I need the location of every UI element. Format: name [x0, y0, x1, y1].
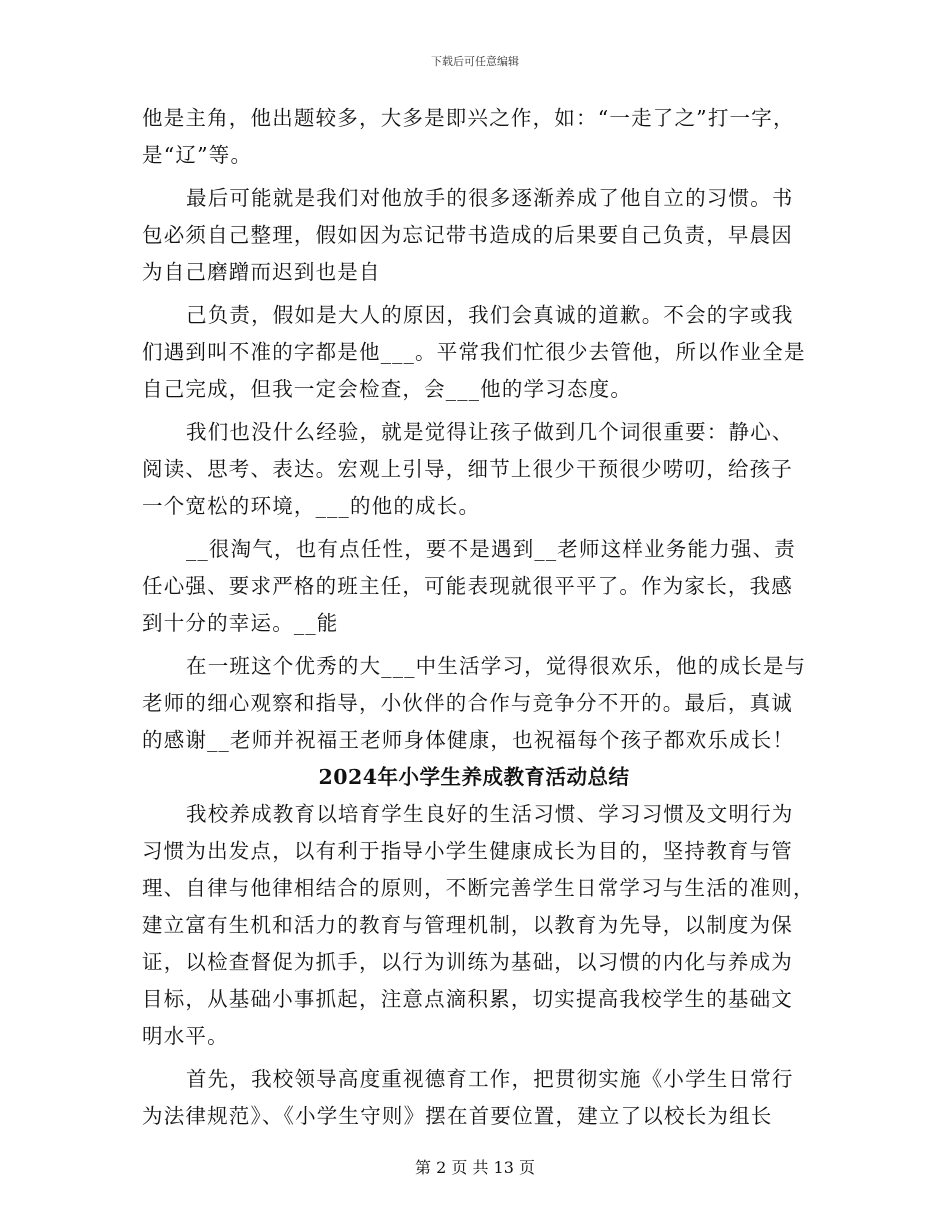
text-line: 是“辽”等。	[142, 143, 253, 167]
text-line: 证，以检查督促为抓手，以行为训练为基础，以习惯的内化与养成为	[142, 950, 793, 974]
text-line: 为法律规范》、《小学生守则》摆在首要位置，建立了以校长为组长	[142, 1104, 773, 1128]
text-line: 到十分的幸运。__能	[142, 611, 339, 635]
text-line: 们遇到叫不准的字都是他___。平常我们忙很少去管他，所以作业全是	[142, 340, 806, 364]
text-line: 包必须自己整理，假如因为忘记带书造成的后果要自己负责，早晨因	[142, 223, 793, 247]
text-line: 明水平。	[142, 1024, 229, 1048]
text-line: 我们也没什么经验，就是觉得让孩子做到几个词很重要：静心、	[186, 420, 794, 444]
text-line: 在一班这个优秀的大___中生活学习，觉得很欢乐，他的成长是与	[186, 654, 807, 678]
page-header: 下载后可任意编辑	[431, 55, 519, 68]
text-line: 他是主角，他出题较多，大多是即兴之作，如：“一走了之”打一字，	[142, 106, 795, 130]
page-footer: 第 2 页 共 13 页	[415, 1158, 535, 1177]
text-line: 习惯为出发点，以有利于指导小学生健康成长为目的，坚持教育与管	[142, 839, 793, 863]
text-line: 目标，从基础小事抓起，注意点滴积累，切实提高我校学生的基础文	[142, 987, 793, 1011]
text-line: 首先，我校领导高度重视德育工作，把贯彻实施《小学生日常行	[186, 1067, 794, 1091]
text-line: 我校养成教育以培育学生良好的生活习惯、学习习惯及文明行为	[186, 802, 794, 826]
text-line: 阅读、思考、表达。宏观上引导，细节上很少干预很少唠叨，给孩子	[142, 457, 793, 481]
text-line: 任心强、要求严格的班主任，可能表现就很平平了。作为家长，我感	[142, 574, 793, 598]
text-line: 老师的细心观察和指导，小伙伴的合作与竞争分不开的。最后，真诚	[142, 691, 793, 715]
document-body	[142, 100, 815, 1135]
text-line: 一个宽松的环境，___的他的成长。	[142, 494, 481, 518]
text-line: 建立富有生机和活力的教育与管理机制，以教育为先导，以制度为保	[142, 913, 793, 937]
section-title: 2024年小学生养成教育活动总结	[318, 765, 630, 789]
text-line: 最后可能就是我们对他放手的很多逐渐养成了他自立的习惯。书	[186, 186, 794, 210]
text-line: __很淘气，也有点任性，要不是遇到__老师这样业务能力强、责	[186, 537, 796, 561]
text-line: 己负责，假如是大人的原因，我们会真诚的道歉。不会的字或我	[186, 303, 794, 327]
text-line: 理、自律与他律相结合的原则，不断完善学生日常学习与生活的准则，	[142, 876, 815, 900]
text-line: 自己完成，但我一定会检查，会___他的学习态度。	[142, 377, 633, 401]
text-line: 的感谢__老师并祝福王老师身体健康，也祝福每个孩子都欢乐成长！	[142, 728, 795, 752]
text-line: 为自己磨蹭而迟到也是自	[142, 260, 381, 284]
